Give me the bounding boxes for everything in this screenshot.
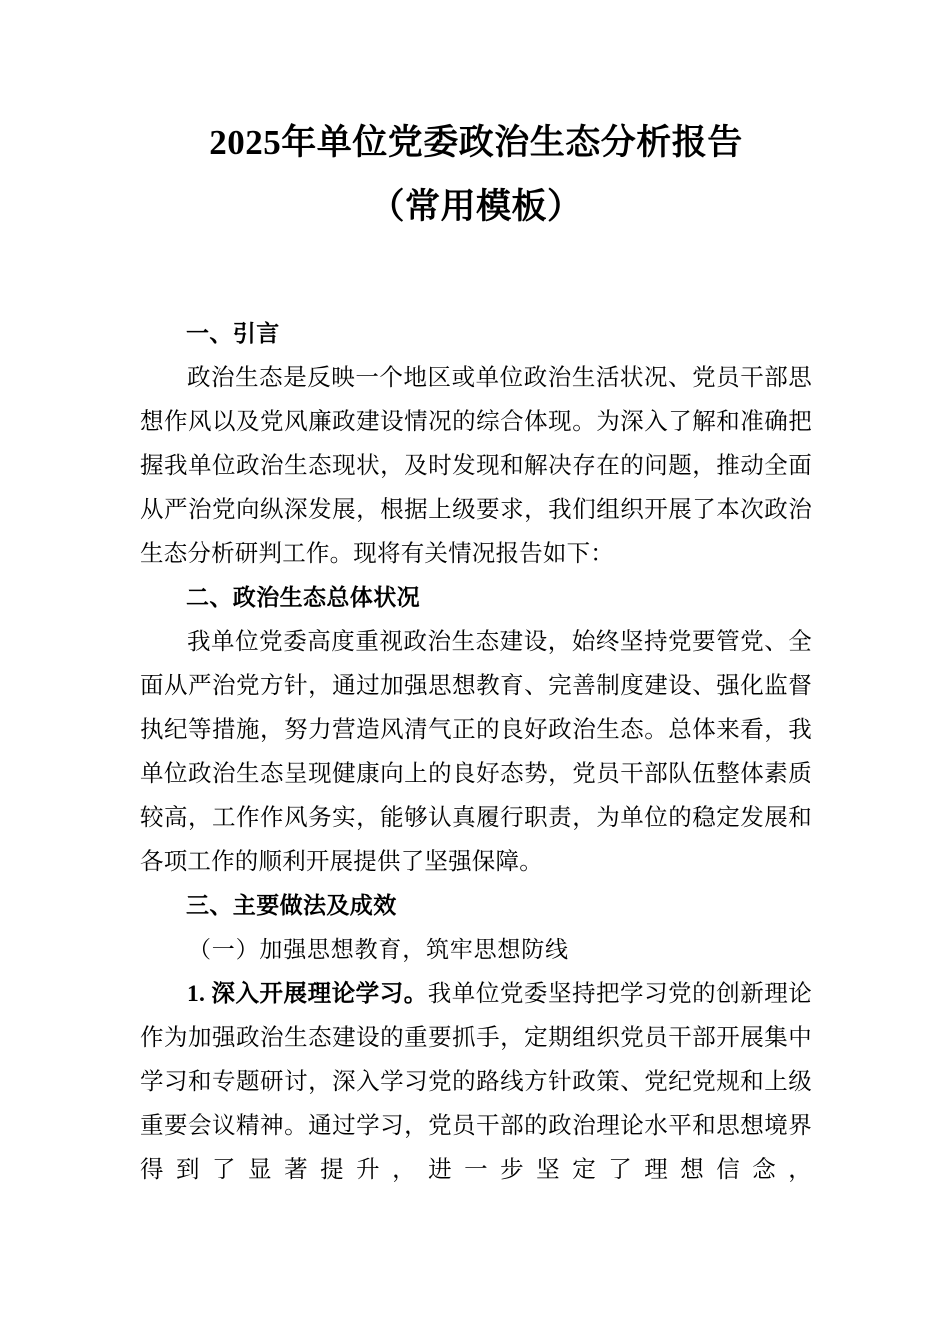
section-heading-introduction: 一、引言 <box>186 321 280 347</box>
title-spacer <box>140 234 812 312</box>
document-content <box>140 0 812 1344</box>
section-paragraph-overall-status: 我单位党委高度重视政治生态建设，始终坚持党要管党、全面从严治党方针，通过加强思想教育、完善制度建设、强化监督执纪等措施，努力营造风清气正的良好政治生态。总体来看，我单位政治生态呈现健康向上的良好态势，党员干部队伍整体素质较高，工作作风务实，能够认真履行职责，为单位的稳定发展和各项工作的顺利开展提供了坚强保障。 <box>140 629 812 875</box>
subsection-heading-ideological-education: （一）加强思想教育，筑牢思想防线 <box>188 937 569 962</box>
paragraph-lead-label: 1. 深入开展理论学习。 <box>187 981 428 1007</box>
clipped-paragraph-window <box>140 972 812 1344</box>
document-title-line-2: （常用模板） <box>369 187 583 226</box>
section-paragraph-introduction: 政治生态是反映一个地区或单位政治生活状况、党员干部思想作风以及党风廉政建设情况的综合体现。为深入了解和准确把握我单位政治生态现状，及时发现和解决存在的问题，推动全面从严治党向纵深发展，根据上级要求，我们组织开展了本次政治生态分析研判工作。现将有关情况报告如下： <box>140 365 812 567</box>
section-heading-practices-and-results: 三、主要做法及成效 <box>186 893 397 919</box>
section-paragraph-theory-study <box>140 972 812 1192</box>
paragraph-body-text: 我单位党委坚持把学习党的创新理论作为加强政治生态建设的重要抓手，定期组织党员干部开展集中学习和专题研讨，深入学习党的路线方针政策、党纪党规和上级重要会议精神。通过学习，党员干部的政治理论水平和思想境界得到了显著提升，进一步坚定了理想信念， <box>140 981 812 1183</box>
section-heading-overall-status: 二、政治生态总体状况 <box>186 585 420 611</box>
document-title-line-1: 2025年单位党委政治生态分析报告 <box>209 123 743 162</box>
